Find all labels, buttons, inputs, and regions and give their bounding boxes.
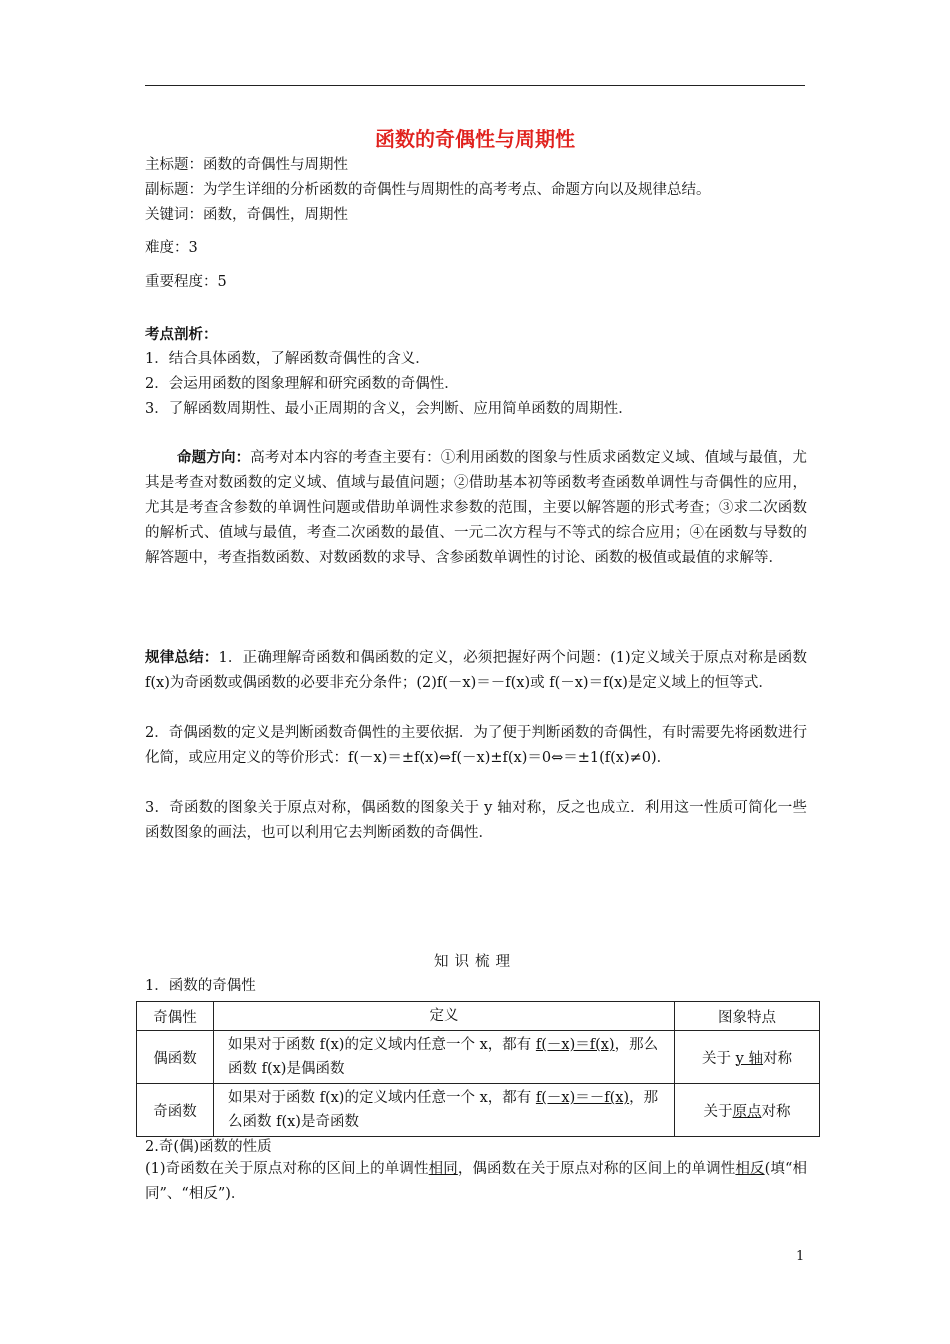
subtitle-line: 副标题：为学生详细的分析函数的奇偶性与周期性的高考考点、命题方向以及规律总结。 [145,182,711,198]
table-cell-definition [214,1084,675,1137]
property-text: (1)奇函数在关于原点对称的区间上的单调性 [145,1161,429,1177]
table-row [137,1031,820,1084]
main-title-line: 主标题：函数的奇偶性与周期性 [145,157,348,173]
property-paragraph [145,1157,807,1207]
header-rule [145,85,805,86]
feature-text: 对称 [761,1103,791,1120]
direction-label: 命题方向： [177,450,251,466]
summary-label: 规律总结： [145,650,219,666]
definition-text: 如果对于函数 f(x)的定义域内任意一个 x，都有 [228,1037,536,1053]
definition-text: 如果对于函数 f(x)的定义域内任意一个 x，都有 [228,1090,536,1106]
direction-paragraph [145,446,807,571]
analysis-item: 1．结合具体函数，了解函数奇偶性的含义． [145,351,430,367]
table-header: 图象特点 [675,1002,820,1031]
table-row [137,1084,820,1137]
importance-line: 重要程度：5 [145,274,227,290]
table-cell-feature [675,1031,820,1084]
page-title: 函数的奇偶性与周期性 [375,127,575,151]
analysis-item: 3．了解函数周期性、最小正周期的含义，会判断、应用简单函数的周期性． [145,401,633,417]
page-number: 1 [796,1249,805,1264]
summary-paragraph-3: 3．奇函数的图象关于原点对称，偶函数的图象关于 y 轴对称，反之也成立．利用这一性质可简化一些函数图象的画法，也可以利用它去判断函数的奇偶性． [145,800,807,841]
summary-text-1: 1．正确理解奇函数和偶函数的定义，必须把握好两个问题：(1)定义域关于原点对称是函数 f(x)为奇函数或偶函数的必要非充分条件；(2)f(－x)＝－f(x)或 f(－x)＝f(x)是定义域上的恒等式． [145,650,808,691]
answer-blank: 原点 [732,1103,762,1120]
feature-text: 关于 [702,1050,736,1067]
analysis-item: 2．会运用函数的图象理解和研究函数的奇偶性． [145,376,459,392]
property-text: ，偶函数在关于原点对称的区间上的单调性 [457,1161,736,1177]
knowledge-section-1: 1．函数的奇偶性 [145,978,256,994]
definition-text: ，那么函数 f(x)是偶函数 [228,1037,659,1077]
table-cell-definition [214,1031,675,1084]
answer-blank: y 轴 [735,1050,763,1067]
table-header: 奇偶性 [137,1002,214,1031]
table-header-row [137,1002,820,1031]
definition-text: ，那么函数 f(x)是奇函数 [228,1090,659,1130]
answer-blank: f(－x)＝－f(x) [535,1090,630,1106]
table-cell-name: 偶函数 [137,1031,214,1084]
analysis-heading: 考点剖析： [145,327,218,343]
keywords-line: 关键词：函数，奇偶性，周期性 [145,207,348,223]
parity-table [136,1001,820,1137]
knowledge-heading: 知识梳理 [434,954,516,970]
feature-text: 对称 [762,1050,792,1067]
table-cell-feature [675,1084,820,1137]
answer-blank: 相同 [428,1161,458,1177]
summary-paragraph-2: 2．奇偶函数的定义是判断函数奇偶性的主要依据．为了便于判断函数的奇偶性，有时需要先将函数进行化简，或应用定义的等价形式：f(－x)＝±f(x)⇔f(－x)±f(x)＝0⇔＝±1(f(x)≠0)． [145,725,807,766]
table-header: 定义 [214,1002,675,1031]
answer-blank: f(－x)＝f(x) [535,1037,615,1053]
difficulty-line: 难度：3 [145,240,198,256]
answer-blank: 相反 [735,1161,765,1177]
table-cell-name: 奇函数 [137,1084,214,1137]
knowledge-section-2: 2.奇(偶)函数的性质 [145,1139,272,1155]
direction-text: 高考对本内容的考查主要有：①利用函数的图象与性质求函数定义域、值域与最值，尤其是考查对数函数的定义域、值域与最值问题；②借助基本初等函数考查函数单调性与奇偶性的应用，尤其是考查含参数的单调性问题或借助单调性求参数的范围，主要以解答题的形式考查；③求二次函数的解析式、值域与最值，考查二次函数的最值、一元二次方程与不等式的综合应用；④在函数与导数的解答题中，考查指数函数、对数函数的求导、含参函数单调性的讨论、函数的极值或最值的求解等． [145,450,808,566]
feature-text: 关于 [703,1103,733,1120]
summary-paragraph-1 [145,646,807,696]
property-text: (填“相同”、“相反”)． [145,1161,808,1202]
